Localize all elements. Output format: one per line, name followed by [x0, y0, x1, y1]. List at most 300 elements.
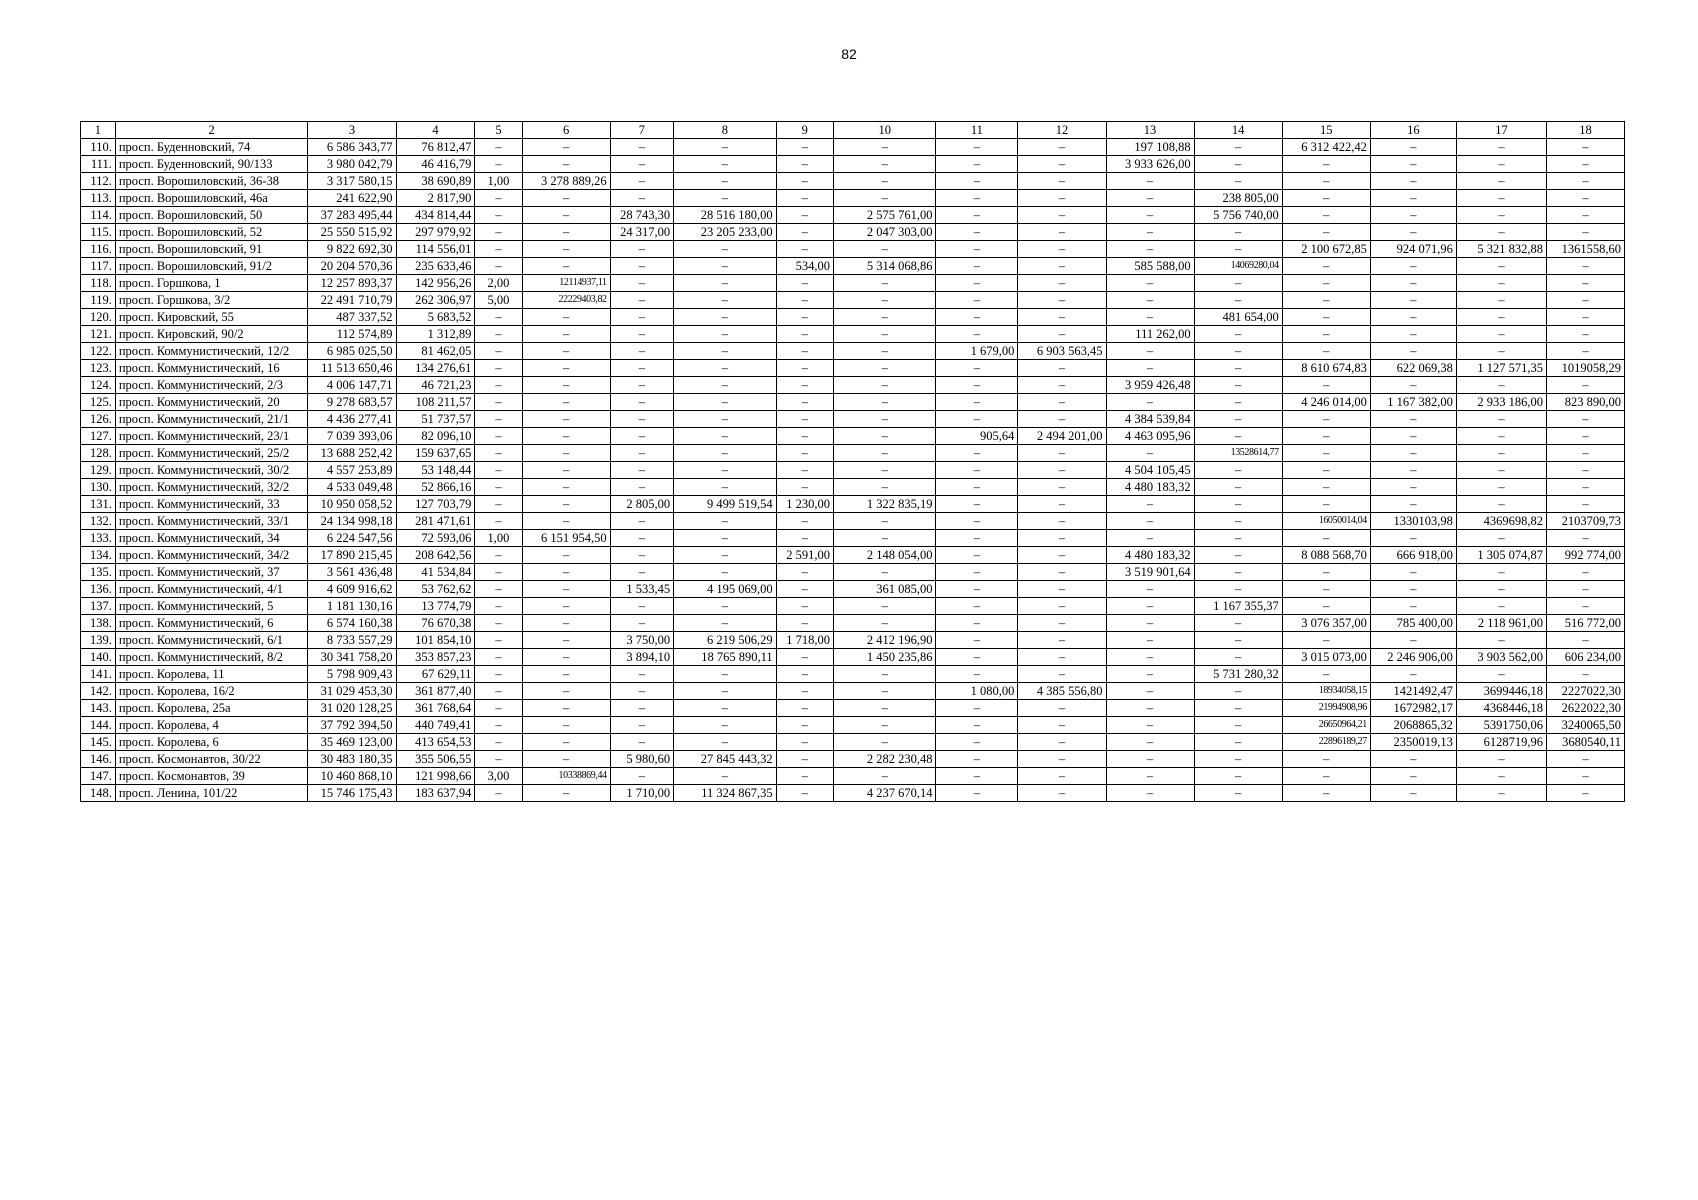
- value-cell: –: [936, 615, 1018, 632]
- column-header: 7: [610, 122, 674, 139]
- address-cell: просп. Коммунистический, 34/2: [115, 547, 308, 564]
- value-cell: –: [1547, 207, 1625, 224]
- value-cell: –: [1370, 445, 1456, 462]
- value-cell: 30 341 758,20: [308, 649, 396, 666]
- value-cell: –: [1370, 207, 1456, 224]
- value-cell: –: [936, 496, 1018, 513]
- value-cell: –: [522, 479, 610, 496]
- value-cell: 361 768,64: [396, 700, 475, 717]
- value-cell: 4 237 670,14: [833, 785, 935, 802]
- value-cell: –: [936, 632, 1018, 649]
- value-cell: –: [475, 309, 522, 326]
- value-cell: –: [1370, 156, 1456, 173]
- value-cell: 16050014,04: [1282, 513, 1370, 530]
- value-cell: –: [475, 615, 522, 632]
- value-cell: –: [1547, 190, 1625, 207]
- value-cell: 2 591,00: [776, 547, 833, 564]
- value-cell: –: [1370, 258, 1456, 275]
- value-cell: –: [1456, 411, 1546, 428]
- value-cell: 52 866,16: [396, 479, 475, 496]
- value-cell: –: [833, 428, 935, 445]
- value-cell: –: [1106, 292, 1194, 309]
- value-cell: –: [1370, 309, 1456, 326]
- page-number: 82: [841, 46, 857, 62]
- value-cell: –: [1018, 309, 1106, 326]
- value-cell: –: [1282, 292, 1370, 309]
- value-cell: 13 774,79: [396, 598, 475, 615]
- address-cell: просп. Космонавтов, 30/22: [115, 751, 308, 768]
- value-cell: –: [936, 224, 1018, 241]
- row-number: 141.: [81, 666, 116, 683]
- value-cell: –: [936, 462, 1018, 479]
- table-row: [81, 649, 1625, 666]
- row-number: 147.: [81, 768, 116, 785]
- column-header: 6: [522, 122, 610, 139]
- value-cell: –: [610, 666, 674, 683]
- value-cell: 11 324 867,35: [674, 785, 776, 802]
- row-number: 139.: [81, 632, 116, 649]
- value-cell: 4 436 277,41: [308, 411, 396, 428]
- value-cell: 3 015 073,00: [1282, 649, 1370, 666]
- value-cell: –: [475, 547, 522, 564]
- value-cell: –: [833, 411, 935, 428]
- value-cell: –: [776, 326, 833, 343]
- value-cell: –: [1018, 513, 1106, 530]
- value-cell: –: [776, 666, 833, 683]
- value-cell: –: [1370, 190, 1456, 207]
- value-cell: –: [1106, 768, 1194, 785]
- column-header: 13: [1106, 122, 1194, 139]
- value-cell: 76 812,47: [396, 139, 475, 156]
- value-cell: –: [1456, 309, 1546, 326]
- address-cell: просп. Коммунистический, 8/2: [115, 649, 308, 666]
- value-cell: –: [1456, 428, 1546, 445]
- row-number: 137.: [81, 598, 116, 615]
- value-cell: –: [475, 224, 522, 241]
- table-row: [81, 377, 1625, 394]
- value-cell: 5391750,06: [1456, 717, 1546, 734]
- value-cell: –: [475, 156, 522, 173]
- value-cell: –: [1456, 343, 1546, 360]
- value-cell: 12114937,11: [522, 275, 610, 292]
- value-cell: –: [1194, 615, 1282, 632]
- value-cell: –: [1018, 615, 1106, 632]
- row-number: 132.: [81, 513, 116, 530]
- table-row: [81, 326, 1625, 343]
- value-cell: –: [776, 428, 833, 445]
- value-cell: 3 278 889,26: [522, 173, 610, 190]
- value-cell: –: [936, 309, 1018, 326]
- value-cell: 487 337,52: [308, 309, 396, 326]
- value-cell: –: [833, 292, 935, 309]
- value-cell: –: [610, 292, 674, 309]
- value-cell: –: [1194, 428, 1282, 445]
- value-cell: 1,00: [475, 173, 522, 190]
- value-cell: 5 731 280,32: [1194, 666, 1282, 683]
- value-cell: –: [776, 343, 833, 360]
- value-cell: –: [610, 717, 674, 734]
- value-cell: –: [1547, 581, 1625, 598]
- value-cell: –: [936, 207, 1018, 224]
- value-cell: 1 312,89: [396, 326, 475, 343]
- value-cell: –: [1456, 496, 1546, 513]
- value-cell: 2 575 761,00: [833, 207, 935, 224]
- value-cell: 108 211,57: [396, 394, 475, 411]
- value-cell: –: [674, 462, 776, 479]
- value-cell: –: [936, 292, 1018, 309]
- value-cell: –: [475, 513, 522, 530]
- value-cell: 297 979,92: [396, 224, 475, 241]
- table-row: [81, 411, 1625, 428]
- value-cell: –: [674, 326, 776, 343]
- value-cell: –: [1194, 156, 1282, 173]
- value-cell: –: [833, 360, 935, 377]
- value-cell: –: [1282, 632, 1370, 649]
- value-cell: –: [610, 683, 674, 700]
- value-cell: –: [1018, 224, 1106, 241]
- value-cell: –: [1018, 666, 1106, 683]
- value-cell: 2 817,90: [396, 190, 475, 207]
- table-row: [81, 615, 1625, 632]
- value-cell: 67 629,11: [396, 666, 475, 683]
- row-number: 134.: [81, 547, 116, 564]
- value-cell: –: [833, 190, 935, 207]
- value-cell: 1019058,29: [1547, 360, 1625, 377]
- row-number: 121.: [81, 326, 116, 343]
- value-cell: –: [833, 275, 935, 292]
- value-cell: –: [475, 139, 522, 156]
- value-cell: –: [1106, 615, 1194, 632]
- value-cell: 21994908,96: [1282, 700, 1370, 717]
- value-cell: –: [522, 462, 610, 479]
- value-cell: –: [475, 445, 522, 462]
- value-cell: 81 462,05: [396, 343, 475, 360]
- value-cell: 281 471,61: [396, 513, 475, 530]
- value-cell: –: [1547, 343, 1625, 360]
- row-number: 120.: [81, 309, 116, 326]
- value-cell: 9 278 683,57: [308, 394, 396, 411]
- value-cell: –: [1106, 309, 1194, 326]
- value-cell: –: [776, 581, 833, 598]
- table-row: [81, 394, 1625, 411]
- value-cell: –: [776, 785, 833, 802]
- value-cell: 785 400,00: [1370, 615, 1456, 632]
- value-cell: –: [1456, 445, 1546, 462]
- address-cell: просп. Коммунистический, 5: [115, 598, 308, 615]
- value-cell: 1 710,00: [610, 785, 674, 802]
- value-cell: 208 642,56: [396, 547, 475, 564]
- address-cell: просп. Королева, 11: [115, 666, 308, 683]
- value-cell: –: [936, 700, 1018, 717]
- value-cell: 31 029 453,30: [308, 683, 396, 700]
- value-cell: –: [1194, 751, 1282, 768]
- value-cell: –: [674, 275, 776, 292]
- row-number: 116.: [81, 241, 116, 258]
- value-cell: 5 683,52: [396, 309, 475, 326]
- value-cell: 5,00: [475, 292, 522, 309]
- value-cell: 4 480 183,32: [1106, 547, 1194, 564]
- value-cell: 1 305 074,87: [1456, 547, 1546, 564]
- value-cell: 6 903 563,45: [1018, 343, 1106, 360]
- value-cell: 183 637,94: [396, 785, 475, 802]
- column-header: 10: [833, 122, 935, 139]
- value-cell: –: [475, 598, 522, 615]
- value-cell: –: [936, 547, 1018, 564]
- table-row: [81, 564, 1625, 581]
- value-cell: –: [776, 717, 833, 734]
- value-cell: 823 890,00: [1547, 394, 1625, 411]
- value-cell: –: [1547, 462, 1625, 479]
- table-row: [81, 224, 1625, 241]
- column-header: 2: [115, 122, 308, 139]
- address-cell: просп. Коммунистический, 6/1: [115, 632, 308, 649]
- value-cell: –: [610, 190, 674, 207]
- value-cell: 585 588,00: [1106, 258, 1194, 275]
- value-cell: 3 980 042,79: [308, 156, 396, 173]
- value-cell: –: [1282, 785, 1370, 802]
- value-cell: –: [1018, 360, 1106, 377]
- address-cell: просп. Коммунистический, 34: [115, 530, 308, 547]
- value-cell: 1 080,00: [936, 683, 1018, 700]
- table-row: [81, 547, 1625, 564]
- value-cell: –: [1456, 785, 1546, 802]
- address-cell: просп. Ленина, 101/22: [115, 785, 308, 802]
- value-cell: –: [1018, 547, 1106, 564]
- value-cell: –: [833, 734, 935, 751]
- value-cell: –: [1018, 479, 1106, 496]
- value-cell: –: [1456, 479, 1546, 496]
- table-row: [81, 734, 1625, 751]
- value-cell: –: [522, 139, 610, 156]
- value-cell: –: [776, 139, 833, 156]
- value-cell: –: [610, 547, 674, 564]
- value-cell: 4 195 069,00: [674, 581, 776, 598]
- value-cell: 5 980,60: [610, 751, 674, 768]
- value-cell: –: [610, 394, 674, 411]
- value-cell: –: [1370, 377, 1456, 394]
- value-cell: 10338869,44: [522, 768, 610, 785]
- value-cell: –: [1106, 530, 1194, 547]
- column-header: 1: [81, 122, 116, 139]
- value-cell: 28 743,30: [610, 207, 674, 224]
- value-cell: –: [1106, 241, 1194, 258]
- value-cell: 3 894,10: [610, 649, 674, 666]
- value-cell: –: [776, 224, 833, 241]
- value-cell: 127 703,79: [396, 496, 475, 513]
- table-row: [81, 207, 1625, 224]
- value-cell: –: [776, 530, 833, 547]
- address-cell: просп. Буденновский, 90/133: [115, 156, 308, 173]
- value-cell: –: [610, 377, 674, 394]
- value-cell: –: [1456, 139, 1546, 156]
- value-cell: –: [1547, 785, 1625, 802]
- value-cell: –: [674, 700, 776, 717]
- value-cell: 5 321 832,88: [1456, 241, 1546, 258]
- table-row: [81, 309, 1625, 326]
- value-cell: –: [475, 190, 522, 207]
- value-cell: –: [1547, 598, 1625, 615]
- value-cell: –: [776, 734, 833, 751]
- address-cell: просп. Ворошиловский, 50: [115, 207, 308, 224]
- value-cell: 25 550 515,92: [308, 224, 396, 241]
- table-row: [81, 479, 1625, 496]
- value-cell: –: [674, 513, 776, 530]
- value-cell: –: [1106, 207, 1194, 224]
- row-number: 142.: [81, 683, 116, 700]
- address-cell: просп. Коммунистический, 33: [115, 496, 308, 513]
- address-cell: просп. Коммунистический, 30/2: [115, 462, 308, 479]
- value-cell: –: [1547, 173, 1625, 190]
- address-cell: просп. Коммунистический, 25/2: [115, 445, 308, 462]
- value-cell: 23 205 233,00: [674, 224, 776, 241]
- value-cell: 6 574 160,38: [308, 615, 396, 632]
- value-cell: 8 733 557,29: [308, 632, 396, 649]
- value-cell: –: [1456, 632, 1546, 649]
- value-cell: –: [833, 683, 935, 700]
- value-cell: –: [833, 564, 935, 581]
- value-cell: –: [610, 173, 674, 190]
- value-cell: 5 798 909,43: [308, 666, 396, 683]
- value-cell: –: [1456, 207, 1546, 224]
- value-cell: 2350019,13: [1370, 734, 1456, 751]
- value-cell: –: [522, 360, 610, 377]
- value-cell: –: [1194, 360, 1282, 377]
- value-cell: –: [776, 173, 833, 190]
- value-cell: –: [1456, 326, 1546, 343]
- value-cell: –: [674, 411, 776, 428]
- value-cell: –: [1106, 666, 1194, 683]
- value-cell: –: [674, 190, 776, 207]
- value-cell: 2 282 230,48: [833, 751, 935, 768]
- value-cell: –: [1018, 275, 1106, 292]
- value-cell: –: [522, 496, 610, 513]
- value-cell: –: [1194, 479, 1282, 496]
- address-cell: просп. Ворошиловский, 91/2: [115, 258, 308, 275]
- value-cell: –: [1106, 513, 1194, 530]
- value-cell: 22 491 710,79: [308, 292, 396, 309]
- value-cell: –: [610, 530, 674, 547]
- table-row: [81, 598, 1625, 615]
- value-cell: –: [1282, 751, 1370, 768]
- value-cell: –: [1370, 139, 1456, 156]
- value-cell: 2 494 201,00: [1018, 428, 1106, 445]
- value-cell: 4 609 916,62: [308, 581, 396, 598]
- value-cell: –: [936, 598, 1018, 615]
- value-cell: –: [674, 394, 776, 411]
- value-cell: 13 688 252,42: [308, 445, 396, 462]
- value-cell: 361 085,00: [833, 581, 935, 598]
- table-row: [81, 445, 1625, 462]
- value-cell: 2,00: [475, 275, 522, 292]
- value-cell: –: [833, 241, 935, 258]
- value-cell: –: [1547, 530, 1625, 547]
- value-cell: –: [776, 207, 833, 224]
- value-cell: –: [610, 258, 674, 275]
- value-cell: 3240065,50: [1547, 717, 1625, 734]
- value-cell: 13528614,77: [1194, 445, 1282, 462]
- value-cell: –: [522, 207, 610, 224]
- value-cell: –: [936, 649, 1018, 666]
- value-cell: 1361558,60: [1547, 241, 1625, 258]
- row-number: 135.: [81, 564, 116, 581]
- value-cell: 18934058,15: [1282, 683, 1370, 700]
- value-cell: 3680540,11: [1547, 734, 1625, 751]
- value-cell: –: [674, 598, 776, 615]
- value-cell: –: [936, 258, 1018, 275]
- value-cell: –: [833, 717, 935, 734]
- value-cell: –: [1018, 326, 1106, 343]
- value-cell: 76 670,38: [396, 615, 475, 632]
- value-cell: –: [475, 751, 522, 768]
- value-cell: 35 469 123,00: [308, 734, 396, 751]
- value-cell: –: [1106, 275, 1194, 292]
- value-cell: –: [936, 530, 1018, 547]
- value-cell: –: [1547, 632, 1625, 649]
- value-cell: –: [522, 445, 610, 462]
- value-cell: –: [1370, 479, 1456, 496]
- value-cell: –: [1194, 717, 1282, 734]
- value-cell: 1 322 835,19: [833, 496, 935, 513]
- value-cell: 53 148,44: [396, 462, 475, 479]
- value-cell: 15 746 175,43: [308, 785, 396, 802]
- value-cell: –: [1456, 666, 1546, 683]
- value-cell: –: [674, 377, 776, 394]
- table-row: [81, 768, 1625, 785]
- value-cell: 481 654,00: [1194, 309, 1282, 326]
- value-cell: 1421492,47: [1370, 683, 1456, 700]
- value-cell: 14069280,04: [1194, 258, 1282, 275]
- value-cell: –: [610, 462, 674, 479]
- row-number: 124.: [81, 377, 116, 394]
- value-cell: –: [1456, 462, 1546, 479]
- value-cell: –: [1018, 377, 1106, 394]
- value-cell: 3 933 626,00: [1106, 156, 1194, 173]
- value-cell: –: [475, 581, 522, 598]
- table-row: [81, 751, 1625, 768]
- value-cell: –: [1194, 275, 1282, 292]
- value-cell: –: [1194, 564, 1282, 581]
- value-cell: –: [776, 649, 833, 666]
- value-cell: –: [610, 564, 674, 581]
- value-cell: 2 805,00: [610, 496, 674, 513]
- value-cell: –: [522, 666, 610, 683]
- value-cell: –: [475, 479, 522, 496]
- table-row: [81, 275, 1625, 292]
- value-cell: –: [1106, 360, 1194, 377]
- table-row: [81, 581, 1625, 598]
- value-cell: 4 557 253,89: [308, 462, 396, 479]
- value-cell: 112 574,89: [308, 326, 396, 343]
- table-row: [81, 241, 1625, 258]
- value-cell: –: [522, 156, 610, 173]
- address-cell: просп. Кировский, 55: [115, 309, 308, 326]
- value-cell: –: [610, 734, 674, 751]
- row-number: 148.: [81, 785, 116, 802]
- value-cell: –: [522, 258, 610, 275]
- value-cell: 53 762,62: [396, 581, 475, 598]
- row-number: 115.: [81, 224, 116, 241]
- value-cell: 6 219 506,29: [674, 632, 776, 649]
- value-cell: –: [1106, 683, 1194, 700]
- table-row: [81, 428, 1625, 445]
- row-number: 140.: [81, 649, 116, 666]
- value-cell: –: [1456, 156, 1546, 173]
- value-cell: 238 805,00: [1194, 190, 1282, 207]
- value-cell: –: [475, 632, 522, 649]
- value-cell: –: [1456, 581, 1546, 598]
- value-cell: –: [1282, 768, 1370, 785]
- value-cell: 5 756 740,00: [1194, 207, 1282, 224]
